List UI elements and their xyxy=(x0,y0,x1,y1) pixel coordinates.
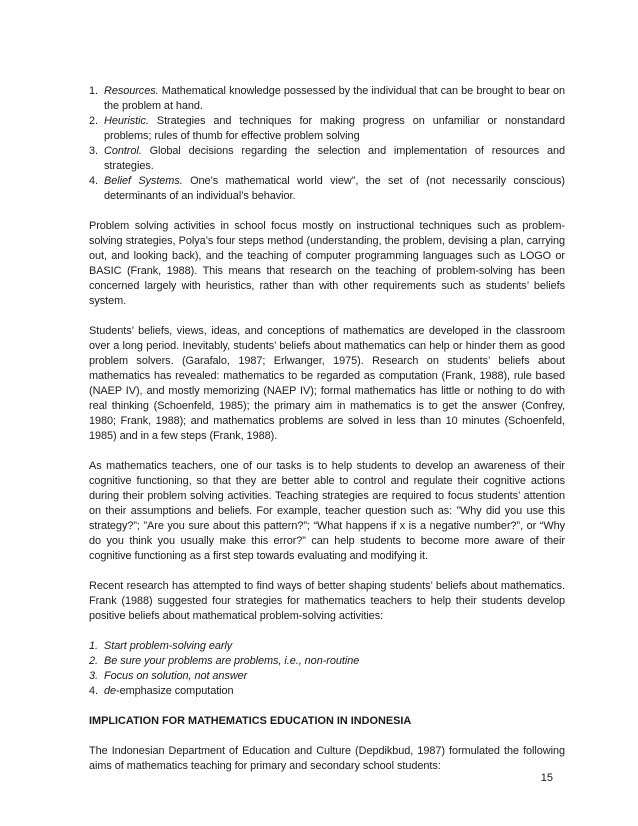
list-term: Belief Systems. xyxy=(104,175,183,187)
list-number: 4. xyxy=(89,175,98,187)
list-text: One’s mathematical world view”, the set of (not necessarily conscious) determinants of an individual’s behavior. xyxy=(104,175,565,202)
section-heading: IMPLICATION FOR MATHEMATICS EDUCATION IN INDONESIA xyxy=(89,715,412,727)
paragraph-teacher-tasks: As mathematics teachers, one of our tasks is to help students to develop an awareness of their cognitive functioning, so that they are better able to control and regulate their cognitive actions during their problem solving activities. Teaching strategies are required to focus students’ attention on their assumptions and beliefs. For example, teacher question such as: ”Why did you use this strategy?”; ”Are you sure about this pattern?”; “What happens if x is a negative number?”, or “Why do you think you usually make this error?” can help students to become more aware of their cognitive functioning as a first step towards evaluating and modifying it. xyxy=(89,460,565,562)
strategies-list xyxy=(89,639,565,699)
list-number: 4. xyxy=(89,685,98,697)
list-term: Heuristic. xyxy=(104,115,149,127)
list-number: 3. xyxy=(89,670,98,682)
list-term: Control. xyxy=(104,145,142,157)
list-term: Resources. xyxy=(104,85,159,97)
document-page xyxy=(89,84,565,789)
list-text: Start problem-solving early xyxy=(104,640,233,652)
list-item xyxy=(89,639,565,654)
list-text: Strategies and techniques for making progress on unfamiliar or nonstandard problems; rules of thumb for effective problem solving xyxy=(104,115,565,142)
list-item xyxy=(89,669,565,684)
list-emphasis: de xyxy=(104,685,117,697)
list-number: 1. xyxy=(89,640,98,652)
paragraph-recent-research: Recent research has attempted to find ways of better shaping students’ beliefs about mathematics. Frank (1988) suggested four strategies for mathematics teachers to help their students develop positive beliefs about mathematical problem-solving activities: xyxy=(89,580,565,622)
list-text: Mathematical knowledge possessed by the individual that can be brought to bear on the problem at hand. xyxy=(104,85,565,112)
list-item xyxy=(89,684,565,699)
list-item xyxy=(89,84,565,114)
list-number: 1. xyxy=(89,85,98,97)
list-text: -emphasize computation xyxy=(116,685,234,697)
list-text: Global decisions regarding the selection and implementation of resources and strategies. xyxy=(104,145,565,172)
list-text: Be sure your problems are problems, i.e., non-routine xyxy=(104,655,360,667)
paragraph-indonesian-department: The Indonesian Department of Education and Culture (Depdikbud, 1987) formulated the following aims of mathematics teaching for primary and secondary school students: xyxy=(89,745,565,772)
list-number: 2. xyxy=(89,655,98,667)
page-number: 15 xyxy=(540,772,553,784)
paragraph-students-beliefs: Students’ beliefs, views, ideas, and conceptions of mathematics are developed in the classroom over a long period. Inevitably, students’ beliefs about mathematics can help or hinder them as good problem solvers. (Garafalo, 1987; Erlwanger, 1975). Research on students’ beliefs about mathematics has revealed: mathematics to be regarded as computation (Frank, 1988), rule based (NAEP IV), and mostly memorizing (NAEP IV); formal mathematics has little or nothing to do with real thinking (Schoenfeld, 1985); the primary aim in mathematics is to get the answer (Confrey, 1980; Frank, 1988); and mathematics problems are solved in less than 10 minutes (Schoenfeld, 1985) and in a few steps (Frank, 1988). xyxy=(89,325,565,442)
list-text: Focus on solution, not answer xyxy=(104,670,248,682)
paragraph-problem-solving: Problem solving activities in school focus mostly on instructional techniques such as problem-solving strategies, Polya’s four steps method (understanding, the problem, devising a plan, carrying out, and looking back), and the teaching of computer programming languages such as LOGO or BASIC (Frank, 1988). This means that research on the teaching of problem-solving has been concerned largely with heuristics, rather than with other requirements such as students’ beliefs system. xyxy=(89,220,565,307)
list-item xyxy=(89,654,565,669)
list-item xyxy=(89,174,565,204)
components-list xyxy=(89,84,565,204)
list-item xyxy=(89,144,565,174)
list-item xyxy=(89,114,565,144)
list-number: 2. xyxy=(89,115,98,127)
list-number: 3. xyxy=(89,145,98,157)
